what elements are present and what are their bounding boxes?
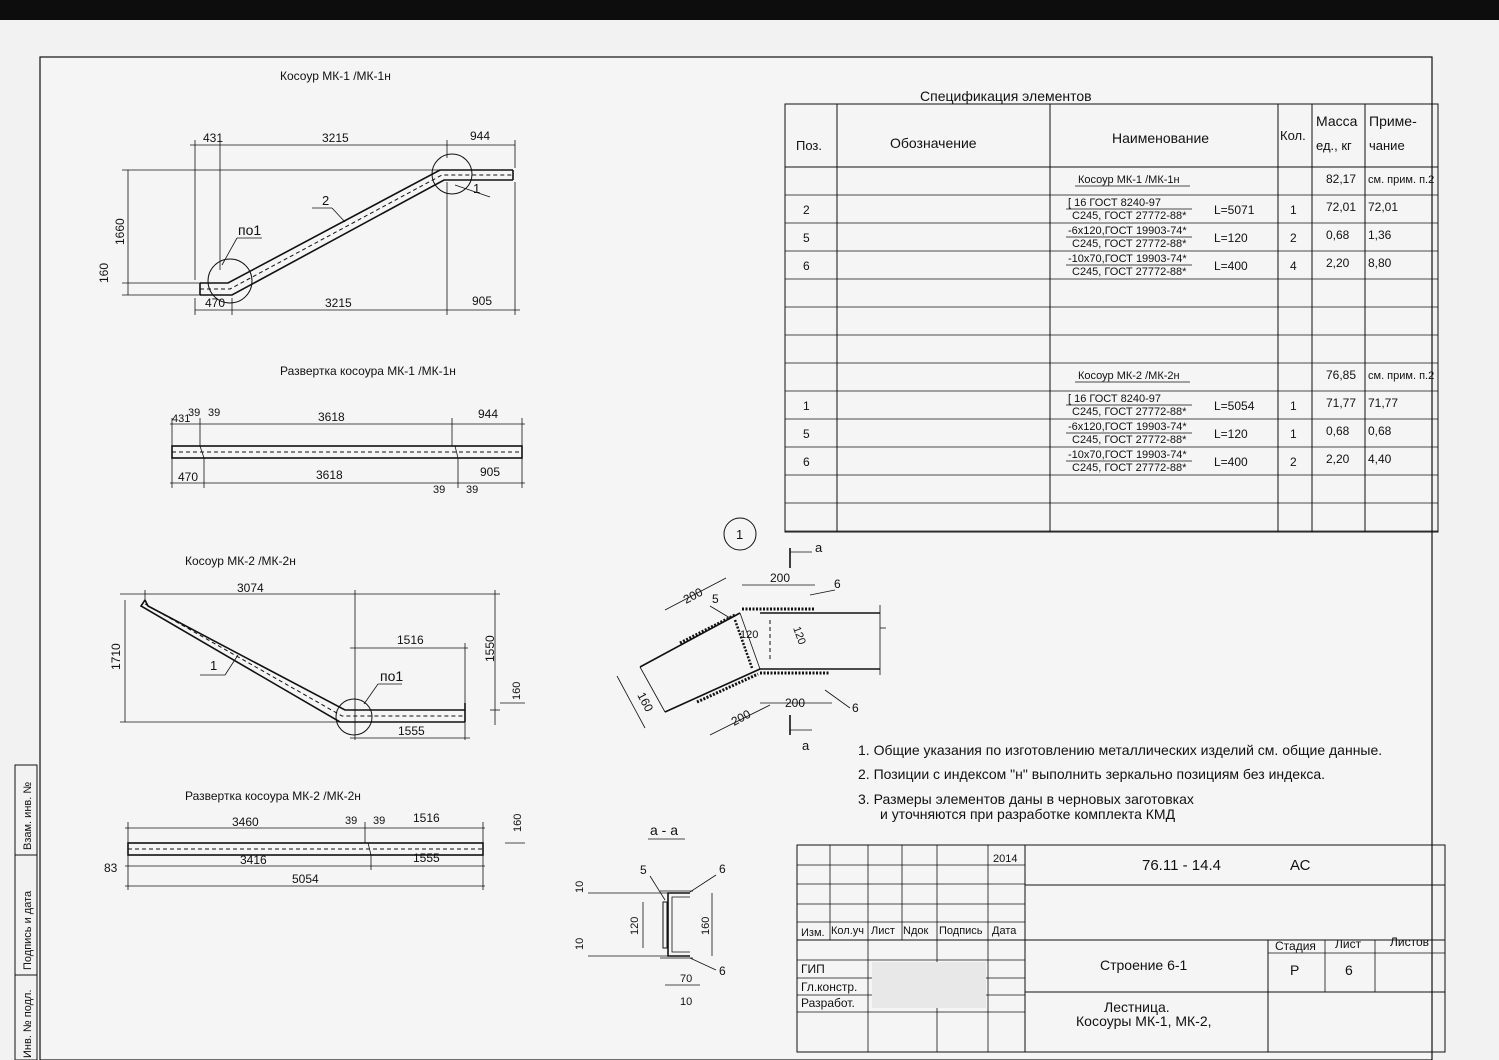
mk2-title: Косоур МК-2 /МК-2н bbox=[185, 554, 296, 568]
spec-cell-mass: 71,77 bbox=[1326, 396, 1357, 410]
dimension-label: 1710 bbox=[109, 643, 123, 670]
dimension-label: 1516 bbox=[397, 633, 424, 647]
stamp-col-list: Лист bbox=[871, 925, 895, 937]
dimension-label: 2 bbox=[322, 193, 330, 208]
spec-h-designation: Обозначение bbox=[890, 135, 977, 151]
spec-cell-grade: С245, ГОСТ 27772-88* bbox=[1072, 210, 1187, 222]
dimension-label: 3618 bbox=[318, 410, 345, 424]
spec-cell-pos: 2 bbox=[803, 203, 810, 217]
dimension-label: 1555 bbox=[398, 724, 425, 738]
dimension-label: 120 bbox=[790, 624, 808, 647]
spec-cell-qty: 2 bbox=[1290, 231, 1297, 245]
dimension-label: 905 bbox=[480, 465, 501, 479]
spec-cell-name: [ 16 ГОСТ 8240-97 bbox=[1068, 197, 1162, 209]
side-stamp bbox=[15, 765, 37, 1060]
stamp-col-date: Дата bbox=[992, 925, 1017, 937]
dimension-label: 6 bbox=[719, 964, 726, 978]
side-sign: Подпись и дата bbox=[22, 890, 34, 970]
spec-h-mass2: ед., кг bbox=[1316, 138, 1352, 153]
note-3-cont: и уточняются при разработке комплекта КМД bbox=[880, 806, 1176, 822]
dimension-label: 5 bbox=[712, 592, 719, 606]
dimension-label: 160 bbox=[512, 813, 524, 832]
mk1-dev-title: Развертка косоура МК-1 /МК-1н bbox=[280, 364, 456, 378]
stamp-mark: АС bbox=[1290, 857, 1311, 874]
dimension-label: по1 bbox=[380, 668, 404, 684]
dimension-label: 3215 bbox=[325, 296, 352, 310]
side-vzam: Взам. инв. № bbox=[22, 781, 34, 850]
spec-cell-grade: С245, ГОСТ 27772-88* bbox=[1072, 238, 1187, 250]
spec-h-pos: Поз. bbox=[796, 138, 822, 153]
stamp-sheets-h: Листов bbox=[1390, 935, 1429, 949]
dimension-label: 1660 bbox=[113, 218, 127, 245]
note-2: 2. Позиции с индексом "н" выполнить зеркально позициям без индекса. bbox=[858, 766, 1326, 782]
dimension-label: 160 bbox=[511, 681, 523, 700]
spec-cell-name: -10x70,ГОСТ 19903-74* bbox=[1068, 449, 1187, 461]
dimension-label: 10 bbox=[680, 996, 693, 1008]
stamp-title-1: Лестница. bbox=[1104, 999, 1170, 1015]
spec-cell-note: 0,68 bbox=[1368, 424, 1392, 438]
note-1: 1. Общие указания по изготовлению металлических изделий см. общие данные. bbox=[858, 742, 1383, 758]
stamp-sheet-h: Лист bbox=[1335, 937, 1362, 951]
dimension-label: 905 bbox=[472, 294, 493, 308]
dimension-label: a bbox=[802, 738, 810, 753]
dimension-label: 3215 bbox=[322, 131, 349, 145]
spec-cell-mass: 82,17 bbox=[1326, 172, 1357, 186]
signature-area bbox=[872, 962, 986, 1008]
stamp-col-sign: Подпись bbox=[939, 925, 983, 937]
dimension-label: 3416 bbox=[240, 853, 267, 867]
spec-h-name: Наименование bbox=[1112, 130, 1210, 146]
stamp-col-ndok: Nдок bbox=[903, 925, 929, 937]
spec-cell-note: 1,36 bbox=[1368, 228, 1392, 242]
spec-cell-pos: 5 bbox=[803, 427, 810, 441]
dimension-label: 160 bbox=[700, 916, 712, 935]
spec-cell-note: 71,77 bbox=[1368, 396, 1399, 410]
spec-cell-note: см. прим. п.2 bbox=[1368, 370, 1435, 382]
dimension-label: 431 bbox=[203, 131, 224, 145]
spec-cell-name: Косоур МК-1 /МК-1н bbox=[1078, 174, 1180, 186]
spec-cell-note: 72,01 bbox=[1368, 200, 1399, 214]
dimension-label: 5 bbox=[640, 863, 647, 877]
node-1-label: 1 bbox=[736, 527, 744, 542]
dimension-label: 39 bbox=[466, 484, 479, 496]
spec-cell-mass: 2,20 bbox=[1326, 452, 1350, 466]
spec-cell-qty: 1 bbox=[1290, 399, 1297, 413]
spec-cell-grade: С245, ГОСТ 27772-88* bbox=[1072, 266, 1187, 278]
spec-cell-pos: 1 bbox=[803, 399, 810, 413]
dimension-label: 3074 bbox=[237, 581, 264, 595]
dimension-label: 470 bbox=[205, 296, 226, 310]
spec-cell-length: L=120 bbox=[1214, 427, 1248, 441]
dimension-label: 160 bbox=[634, 689, 657, 715]
spec-cell-length: L=5054 bbox=[1214, 399, 1255, 413]
stamp-stage: Р bbox=[1290, 962, 1300, 978]
spec-cell-mass: 2,20 bbox=[1326, 256, 1350, 270]
stamp-role-gip: ГИП bbox=[801, 962, 825, 976]
spec-cell-qty: 2 bbox=[1290, 455, 1297, 469]
stamp-role-razrab: Разработ. bbox=[801, 996, 855, 1010]
spec-cell-mass: 76,85 bbox=[1326, 368, 1357, 382]
spec-cell-pos: 6 bbox=[803, 455, 810, 469]
spec-title: Спецификация элементов bbox=[920, 88, 1092, 104]
dimension-label: 6 bbox=[719, 862, 726, 876]
dimension-label: 1516 bbox=[413, 811, 440, 825]
stamp-title-2: Косоуры МК-1, МК-2, bbox=[1076, 1013, 1212, 1029]
dimension-label: 39 bbox=[188, 407, 201, 419]
dimension-label: 70 bbox=[680, 973, 693, 985]
spec-h-note1: Приме- bbox=[1369, 113, 1417, 129]
spec-cell-pos: 6 bbox=[803, 259, 810, 273]
spec-cell-grade: С245, ГОСТ 27772-88* bbox=[1072, 406, 1187, 418]
stamp-code: 76.11 - 14.4 bbox=[1142, 857, 1221, 874]
spec-cell-pos: 5 bbox=[803, 231, 810, 245]
dimension-label: 39 bbox=[373, 815, 386, 827]
dimension-label: 944 bbox=[470, 129, 491, 143]
spec-cell-name: -6x120,ГОСТ 19903-74* bbox=[1068, 421, 1187, 433]
dimension-label: 431 bbox=[172, 413, 191, 425]
spec-h-mass1: Масса bbox=[1316, 113, 1358, 129]
dimension-label: 200 bbox=[680, 584, 706, 607]
dimension-label: 120 bbox=[740, 629, 759, 641]
note-3: 3. Размеры элементов даны в черновых заготовках bbox=[858, 791, 1194, 807]
spec-h-note2: чание bbox=[1369, 138, 1405, 153]
dimension-label: 39 bbox=[208, 407, 221, 419]
spec-cell-mass: 0,68 bbox=[1326, 228, 1350, 242]
dimension-label: 1 bbox=[473, 181, 481, 196]
dimension-label: 6 bbox=[834, 577, 841, 591]
dimension-label: 200 bbox=[770, 571, 791, 585]
dimension-label: 10 bbox=[574, 937, 586, 950]
spec-cell-mass: 72,01 bbox=[1326, 200, 1357, 214]
dimension-label: 120 bbox=[629, 916, 641, 935]
dimension-label: 3618 bbox=[316, 468, 343, 482]
mk1-title: Косоур МК-1 /МК-1н bbox=[280, 69, 391, 83]
spec-cell-length: L=400 bbox=[1214, 259, 1248, 273]
spec-cell-grade: С245, ГОСТ 27772-88* bbox=[1072, 462, 1187, 474]
stamp-object: Строение 6-1 bbox=[1100, 957, 1188, 973]
dimension-label: 200 bbox=[785, 696, 806, 710]
dimension-label: 3460 bbox=[232, 815, 259, 829]
spec-cell-note: 8,80 bbox=[1368, 256, 1392, 270]
dimension-label: 200 bbox=[728, 706, 754, 729]
dimension-label: 470 bbox=[178, 470, 199, 484]
spec-cell-name: Косоур МК-2 /МК-2н bbox=[1078, 370, 1180, 382]
stamp-year: 2014 bbox=[993, 853, 1018, 865]
stamp-sheet: 6 bbox=[1345, 962, 1353, 978]
stamp-role-glkonstr: Гл.констр. bbox=[801, 980, 858, 994]
dimension-label: a bbox=[815, 540, 823, 555]
spec-cell-qty: 4 bbox=[1290, 259, 1297, 273]
spec-cell-qty: 1 bbox=[1290, 427, 1297, 441]
stamp-col-kol: Кол.уч bbox=[831, 925, 864, 937]
spec-cell-length: L=400 bbox=[1214, 455, 1248, 469]
dimension-label: 6 bbox=[852, 701, 859, 715]
spec-cell-name: [ 16 ГОСТ 8240-97 bbox=[1068, 393, 1162, 405]
mk2-dev-title: Развертка косоура МК-2 /МК-2н bbox=[185, 789, 361, 803]
spec-cell-length: L=5071 bbox=[1214, 203, 1255, 217]
spec-cell-name: -6x120,ГОСТ 19903-74* bbox=[1068, 225, 1187, 237]
dimension-label: 39 bbox=[433, 484, 446, 496]
dimension-label: 39 bbox=[345, 815, 358, 827]
section-aa-title: а - а bbox=[650, 822, 679, 838]
dimension-label: 1555 bbox=[413, 851, 440, 865]
spec-cell-length: L=120 bbox=[1214, 231, 1248, 245]
dimension-label: 83 bbox=[104, 861, 118, 875]
stamp-col-izm: Изм. bbox=[801, 927, 825, 939]
dimension-label: 5054 bbox=[292, 872, 319, 886]
spec-cell-grade: С245, ГОСТ 27772-88* bbox=[1072, 434, 1187, 446]
dimension-label: 10 bbox=[574, 880, 586, 893]
dimension-label: 944 bbox=[478, 407, 499, 421]
stamp-stage-h: Стадия bbox=[1275, 939, 1316, 953]
dimension-label: по1 bbox=[238, 222, 262, 238]
dimension-label: 160 bbox=[97, 262, 111, 283]
spec-cell-mass: 0,68 bbox=[1326, 424, 1350, 438]
side-inv: Инв. № подл. bbox=[22, 989, 34, 1058]
spec-cell-note: см. прим. п.2 bbox=[1368, 174, 1435, 186]
dimension-label: 1550 bbox=[483, 635, 497, 662]
spec-cell-note: 4,40 bbox=[1368, 452, 1392, 466]
spec-h-qty: Кол. bbox=[1280, 128, 1306, 143]
spec-cell-qty: 1 bbox=[1290, 203, 1297, 217]
dimension-label: 1 bbox=[210, 658, 218, 673]
spec-cell-name: -10x70,ГОСТ 19903-74* bbox=[1068, 253, 1187, 265]
